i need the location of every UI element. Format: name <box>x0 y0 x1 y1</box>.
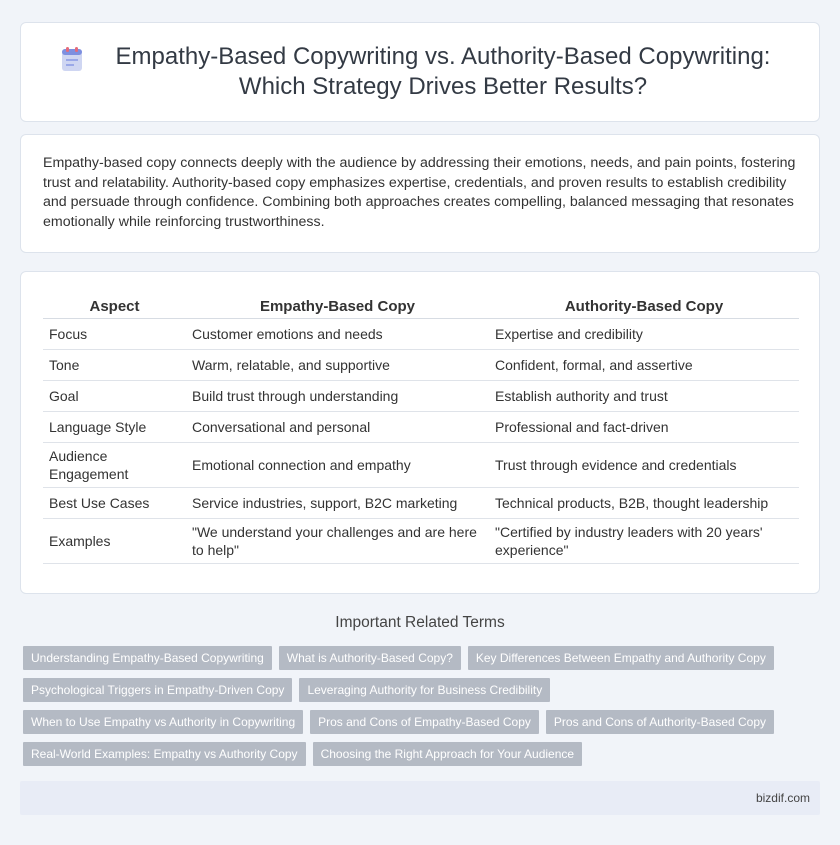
table-row <box>43 442 799 487</box>
cell-authority: Expertise and credibility <box>489 318 799 349</box>
cell-empathy: Customer emotions and needs <box>186 318 489 349</box>
related-term-tag[interactable]: Psychological Triggers in Empathy-Driven Copy <box>23 678 292 702</box>
cell-aspect: Goal <box>43 380 186 411</box>
cell-authority: "Certified by industry leaders with 20 years' experience" <box>489 518 799 563</box>
table-header-row <box>43 296 799 318</box>
column-header-empathy: Empathy-Based Copy <box>186 296 489 318</box>
page-title: Empathy-Based Copywriting vs. Authority-Based Copywriting: Which Strategy Drives Better Results? <box>115 43 771 100</box>
document-icon <box>61 46 83 72</box>
cell-authority: Technical products, B2B, thought leadership <box>489 487 799 518</box>
footer-site-link[interactable]: bizdif.com <box>755 791 810 805</box>
related-term-tag[interactable]: Understanding Empathy-Based Copywriting <box>23 646 272 670</box>
table-row <box>43 411 799 442</box>
cell-empathy: Build trust through understanding <box>186 380 489 411</box>
related-terms-title: Important Related Terms <box>335 614 505 631</box>
table-row <box>43 518 799 563</box>
related-term-tag[interactable]: Real-World Examples: Empathy vs Authority Copy <box>23 742 306 766</box>
cell-aspect: Tone <box>43 349 186 380</box>
related-term-tag[interactable]: What is Authority-Based Copy? <box>279 646 461 670</box>
related-terms-tags <box>23 646 803 774</box>
tag-row <box>23 710 803 734</box>
cell-empathy: Conversational and personal <box>186 411 489 442</box>
tag-row <box>23 678 803 702</box>
header-card <box>20 22 820 122</box>
tag-row <box>23 646 803 670</box>
cell-authority: Trust through evidence and credentials <box>489 442 799 487</box>
column-header-authority: Authority-Based Copy <box>489 296 799 318</box>
table-row <box>43 380 799 411</box>
comparison-table-card <box>20 271 820 594</box>
summary-card <box>20 134 820 253</box>
cell-authority: Confident, formal, and assertive <box>489 349 799 380</box>
cell-empathy: Emotional connection and empathy <box>186 442 489 487</box>
cell-authority: Establish authority and trust <box>489 380 799 411</box>
cell-authority: Professional and fact-driven <box>489 411 799 442</box>
comparison-table <box>43 296 799 564</box>
summary-paragraph: Empathy-based copy connects deeply with the audience by addressing their emotions, needs, and pain points, fostering trust and relatability. Authority-based copy emphasizes expertise, credentials, and proven results to establish credibility and persuade through confidence. Combining both approaches creates compelling, balanced messaging that resonates emotionally while reinforcing trustworthiness. <box>43 155 796 230</box>
related-term-tag[interactable]: Key Differences Between Empathy and Authority Copy <box>468 646 774 670</box>
tag-row <box>23 742 803 766</box>
related-term-tag[interactable]: Pros and Cons of Empathy-Based Copy <box>310 710 539 734</box>
cell-aspect: Language Style <box>43 411 186 442</box>
cell-aspect: Best Use Cases <box>43 487 186 518</box>
cell-empathy: Service industries, support, B2C marketing <box>186 487 489 518</box>
related-term-tag[interactable]: Leveraging Authority for Business Credibility <box>299 678 550 702</box>
table-row <box>43 349 799 380</box>
cell-empathy: "We understand your challenges and are here to help" <box>186 518 489 563</box>
cell-aspect: Audience Engagement <box>43 442 186 487</box>
footer <box>20 781 820 815</box>
table-row <box>43 487 799 518</box>
table-row <box>43 318 799 349</box>
cell-empathy: Warm, relatable, and supportive <box>186 349 489 380</box>
cell-aspect: Examples <box>43 518 186 563</box>
cell-aspect: Focus <box>43 318 186 349</box>
related-term-tag[interactable]: Choosing the Right Approach for Your Audience <box>313 742 583 766</box>
related-term-tag[interactable]: Pros and Cons of Authority-Based Copy <box>546 710 774 734</box>
related-term-tag[interactable]: When to Use Empathy vs Authority in Copywriting <box>23 710 303 734</box>
column-header-aspect: Aspect <box>43 296 186 318</box>
